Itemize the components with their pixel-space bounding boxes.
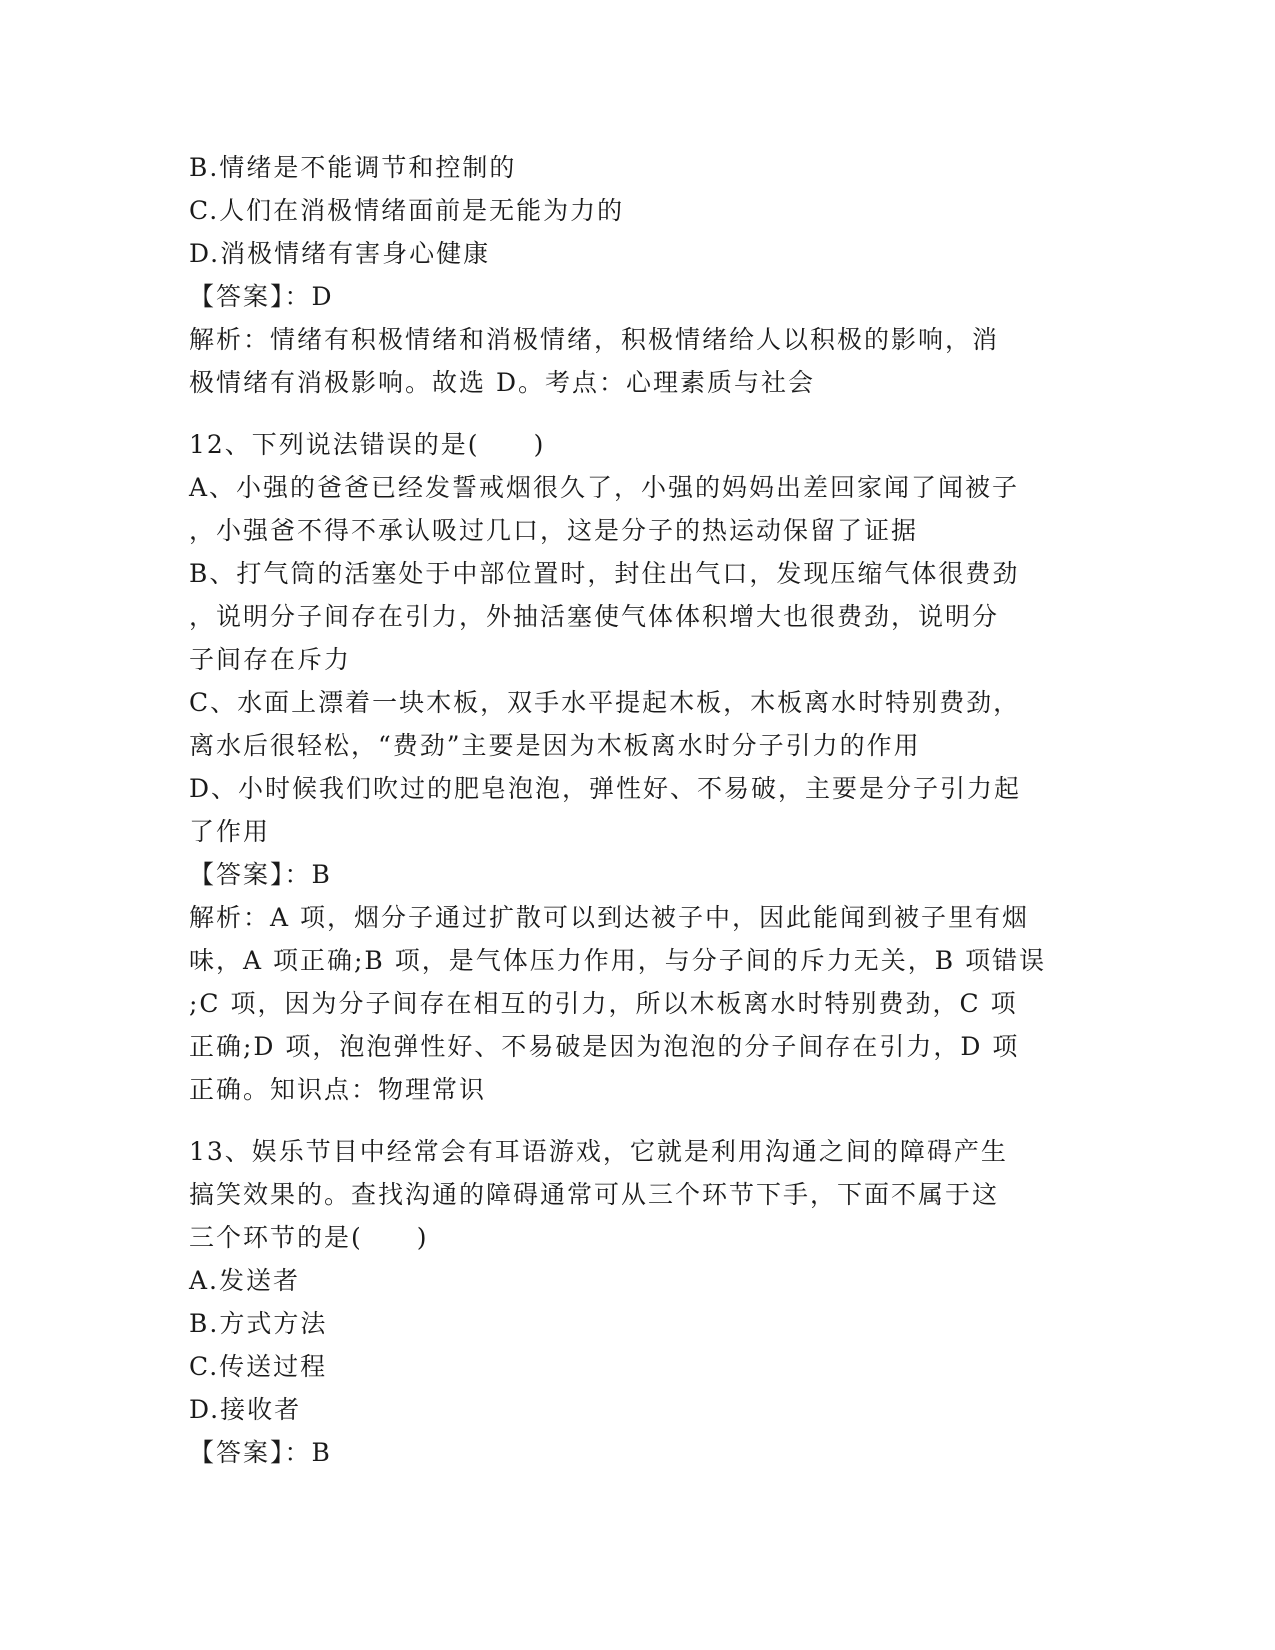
option-d: D.接收者 [189, 1395, 302, 1424]
option-line: 了作用 [189, 817, 271, 846]
option-line: B、打气筒的活塞处于中部位置时，封住出气口，发现压缩气体很费劲 [189, 559, 1020, 588]
analysis-line: 味，A 项正确;B 项，是气体压力作用，与分子间的斥力无关，B 项错误 [189, 946, 1047, 975]
option-b: B.情绪是不能调节和控制的 [189, 153, 517, 182]
option-line: 离水后很轻松，“费劲”主要是因为木板离水时分子引力的作用 [189, 731, 921, 760]
option-a: A.发送者 [189, 1266, 301, 1295]
question-12 [189, 423, 1089, 1111]
option-line: C、水面上漂着一块木板，双手水平提起木板，木板离水时特别费劲， [189, 688, 1021, 717]
answer-line: 【答案】：B [189, 860, 332, 889]
question-stem: 搞笑效果的。查找沟通的障碍通常可从三个环节下手，下面不属于这 [189, 1180, 1000, 1209]
question-13 [189, 1130, 1089, 1474]
spacer [189, 404, 1089, 423]
question-11-tail [189, 146, 1089, 404]
option-d: D.消极情绪有害身心健康 [189, 239, 491, 268]
analysis-line: 极情绪有消极影响。故选 D。考点：心理素质与社会 [189, 368, 815, 397]
spacer [189, 1111, 1089, 1130]
option-line: ，小强爸不得不承认吸过几口，这是分子的热运动保留了证据 [189, 516, 919, 545]
analysis-line: 解析：A 项，烟分子通过扩散可以到达被子中，因此能闻到被子里有烟 [189, 903, 1030, 932]
answer-line: 【答案】：D [189, 282, 334, 311]
option-line: 子间存在斥力 [189, 645, 352, 674]
analysis-line: ;C 项，因为分子间存在相互的引力，所以木板离水时特别费劲，C 项 [189, 989, 1018, 1018]
option-c: C.人们在消极情绪面前是无能为力的 [189, 196, 625, 225]
answer-line: 【答案】：B [189, 1438, 332, 1467]
analysis-line: 解析：情绪有积极情绪和消极情绪，积极情绪给人以积极的影响，消 [189, 325, 1000, 354]
option-line: ，说明分子间存在引力，外抽活塞使气体体积增大也很费劲，说明分 [189, 602, 1000, 631]
option-c: C.传送过程 [189, 1352, 328, 1381]
analysis-line: 正确;D 项，泡泡弹性好、不易破是因为泡泡的分子间存在引力，D 项 [189, 1032, 1020, 1061]
question-stem: 三个环节的是( ) [189, 1223, 429, 1252]
document-page [189, 146, 1089, 1474]
question-stem: 13、娱乐节目中经常会有耳语游戏，它就是利用沟通之间的障碍产生 [189, 1137, 1008, 1166]
option-line: D、小时候我们吹过的肥皂泡泡，弹性好、不易破，主要是分子引力起 [189, 774, 1022, 803]
option-line: A、小强的爸爸已经发誓戒烟很久了，小强的妈妈出差回家闻了闻被子 [189, 473, 1020, 502]
analysis-line: 正确。知识点：物理常识 [189, 1075, 487, 1104]
question-stem: 12、下列说法错误的是( ) [189, 430, 546, 459]
option-b: B.方式方法 [189, 1309, 328, 1338]
